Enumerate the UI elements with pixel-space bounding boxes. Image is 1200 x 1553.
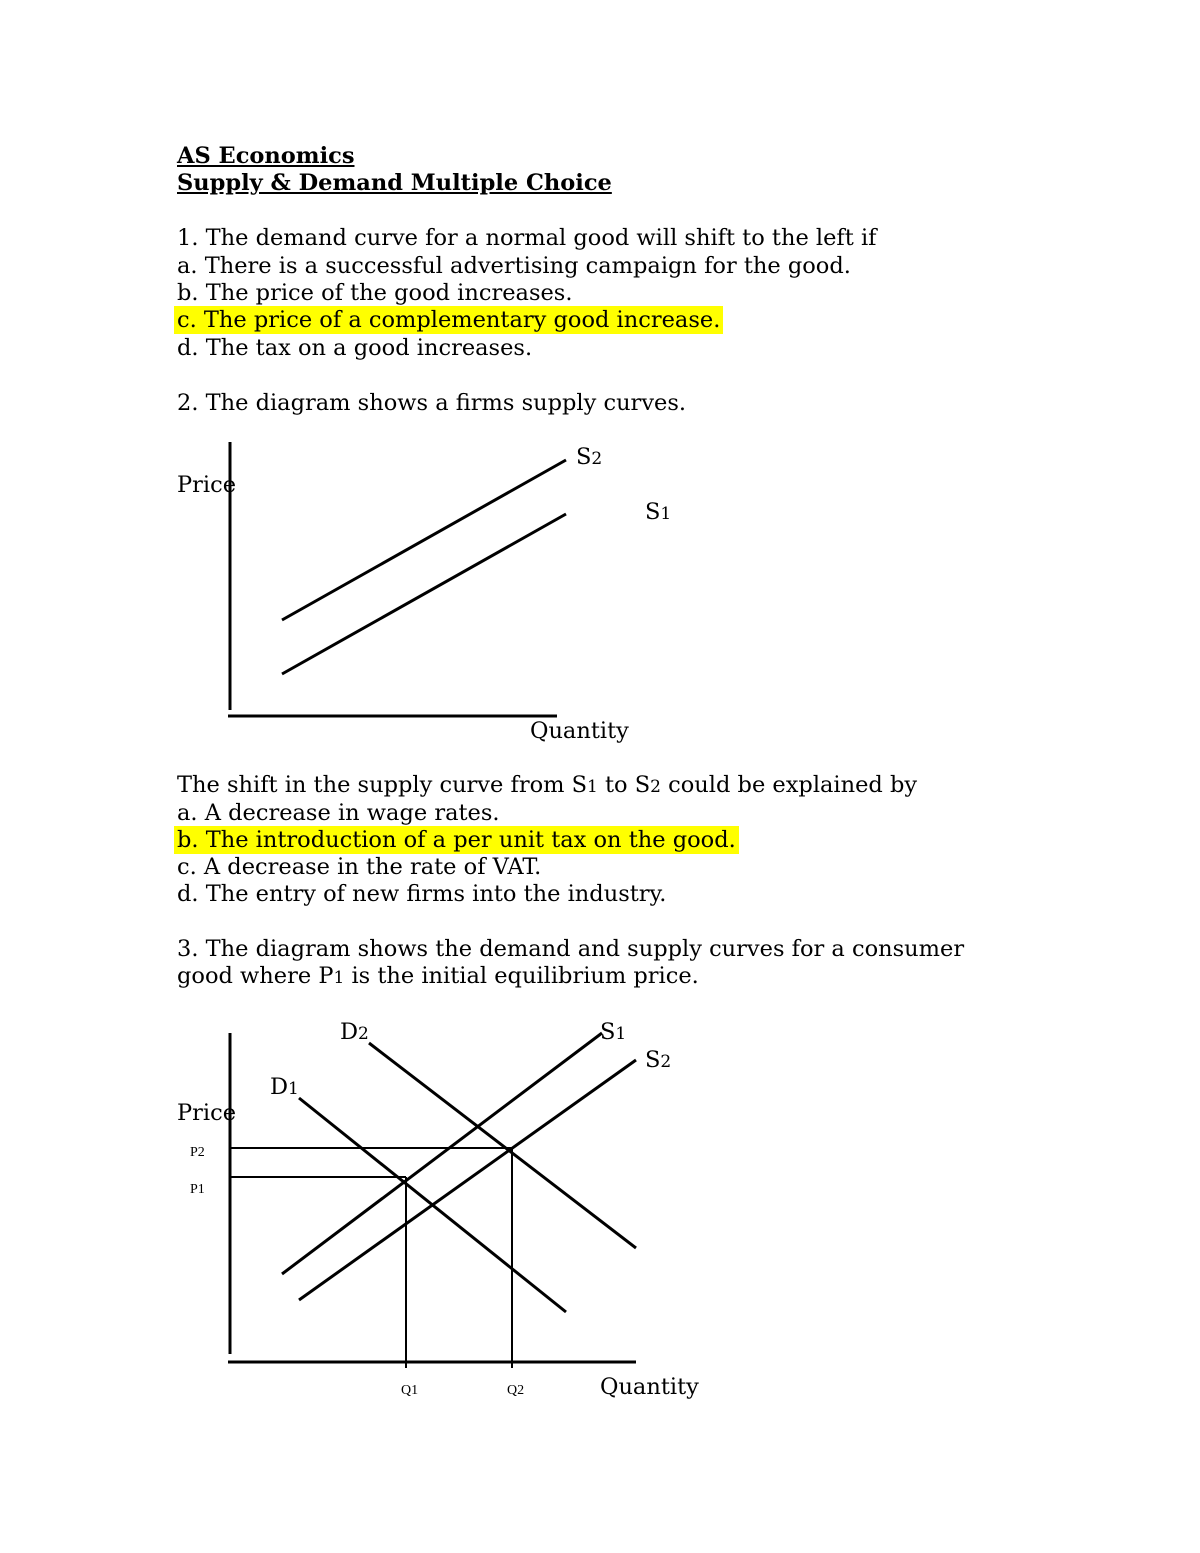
q2-question: 2. The diagram shows a firms supply curves. bbox=[177, 390, 687, 416]
document-title: AS Economics bbox=[177, 143, 355, 169]
d1-s1-label: S1 bbox=[645, 499, 672, 525]
d2-quantity-label: Quantity bbox=[600, 1374, 699, 1400]
q2-label: Q2 bbox=[507, 1383, 525, 1398]
d1-s2-label: S2 bbox=[576, 444, 603, 470]
d1-price-label: Price bbox=[177, 472, 237, 498]
q1-label: Q1 bbox=[401, 1383, 419, 1398]
d2-d2-label: D2 bbox=[340, 1019, 369, 1045]
d2-d1-label: D1 bbox=[270, 1074, 299, 1100]
q1-option-b: b. The price of the good increases. bbox=[177, 280, 573, 306]
document-subtitle: Supply & Demand Multiple Choice bbox=[177, 170, 612, 196]
q3-question-line1: 3. The diagram shows the demand and supply curves for a consumer bbox=[177, 936, 965, 962]
q1-question: 1. The demand curve for a normal good will shift to the left if bbox=[177, 225, 877, 251]
q2-option-b-answer: b. The introduction of a per unit tax on the good. bbox=[174, 826, 739, 854]
d2-s1-label: S1 bbox=[600, 1019, 627, 1045]
q2-option-d: d. The entry of new firms into the industry. bbox=[177, 881, 667, 907]
d2-s1-curve bbox=[282, 1033, 602, 1274]
d2-price-label: Price bbox=[177, 1100, 237, 1126]
d2-s2-label: S2 bbox=[645, 1047, 672, 1073]
q2-option-c: c. A decrease in the rate of VAT. bbox=[177, 854, 542, 880]
q1-option-c-answer: c. The price of a complementary good increase. bbox=[174, 306, 723, 334]
d1-quantity-label: Quantity bbox=[530, 718, 629, 744]
q3-question-line2: good where P1 is the initial equilibrium price. bbox=[177, 963, 699, 989]
d2-s2-curve bbox=[299, 1060, 636, 1300]
q1-option-d: d. The tax on a good increases. bbox=[177, 335, 533, 361]
q2-prompt: The shift in the supply curve from S1 to S2 could be explained by bbox=[177, 772, 918, 798]
d2-d2-curve bbox=[369, 1043, 636, 1248]
q1-option-a: a. There is a successful advertising campaign for the good. bbox=[177, 253, 851, 279]
p2-label: P2 bbox=[190, 1145, 205, 1160]
d1-s2-curve bbox=[282, 460, 566, 620]
p1-label: P1 bbox=[190, 1182, 205, 1197]
q2-option-a: a. A decrease in wage rates. bbox=[177, 800, 500, 826]
d1-s1-curve bbox=[282, 514, 566, 674]
